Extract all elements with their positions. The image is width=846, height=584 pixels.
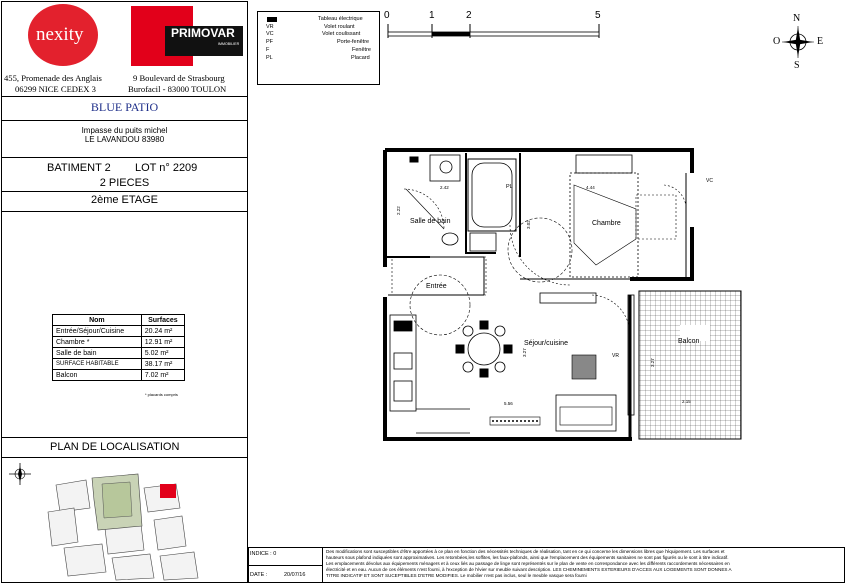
column-header: Nom [53, 315, 142, 326]
indice-label: INDICE : 0 [250, 551, 277, 557]
city: LE LAVANDOU 83980 [84, 135, 165, 144]
compass-e: E [817, 36, 824, 47]
nexity-address-line1: 455, Promenade des Anglais [4, 73, 102, 83]
room-label-bathroom: Salle de bain [410, 218, 451, 225]
rolling-shutter-label: VR [612, 353, 619, 359]
compass-o: O [773, 36, 781, 47]
compass-n: N [793, 13, 801, 24]
scale-tick-5: 5 [595, 10, 601, 21]
divider [1, 211, 248, 212]
floor: 2ème ETAGE [90, 194, 159, 206]
building: BATIMENT 2 [47, 162, 111, 174]
scale-tick-1: 1 [429, 10, 435, 21]
legend-code: F [266, 47, 270, 53]
disclaimer-line: Des modifications sont susceptibles d'être apportées à ce plan en fonction des nécessités techniques de réalisation, tant en ce qui concerne les dimensions libres que l'équipement. Les surfaces et [326, 549, 725, 554]
table-header-row [53, 315, 185, 326]
primovar-address-line1: 9 Boulevard de Strasbourg [133, 73, 225, 83]
divider [1, 457, 248, 458]
nexity-address-line2: 06299 NICE CEDEX 3 [15, 84, 96, 94]
date-label: DATE : [250, 572, 268, 578]
table-cell: 7.02 m² [141, 370, 184, 381]
table-row [53, 337, 185, 348]
dimension-label: 2.22 [396, 206, 401, 215]
dimension-label: 3.27 [522, 348, 527, 357]
room-label-living: Séjour/cuisine [524, 340, 568, 347]
table-row [53, 348, 185, 359]
primovar-address-line2: Burofacil - 83000 TOULON [128, 84, 227, 94]
primovar-logo-sub: IMMOBILIER [218, 42, 240, 46]
project-name: BLUE PATIO [90, 100, 159, 114]
street: Impasse du puits michel [81, 126, 168, 135]
column-header: Surfaces [141, 315, 184, 326]
table-cell: Entrée/Séjour/Cuisine [53, 326, 142, 337]
legend-code: PL [266, 55, 273, 61]
room-label-balcony: Balcon [678, 338, 700, 345]
room-label-bedroom: Chambre [592, 220, 621, 227]
divider [1, 191, 248, 192]
closet-label: PL [506, 184, 513, 190]
compass-s: S [794, 60, 800, 71]
table-cell: 5.02 m² [141, 348, 184, 359]
dimension-label: 3.02 [526, 220, 531, 229]
dimension-label: 4.44 [586, 185, 595, 190]
legend-label: Tableau électrique [318, 16, 363, 22]
nexity-logo-text: nexity [36, 24, 84, 45]
mini-compass-icon [9, 463, 31, 485]
dimension-label: 3.27 [650, 358, 655, 367]
table-row [53, 326, 185, 337]
legend-code: VR [266, 24, 274, 30]
compass-icon [780, 24, 816, 60]
dimension-label: 5.56 [504, 401, 513, 406]
table-cell: SURFACE HABITABLE [53, 359, 142, 370]
table-row [53, 359, 185, 370]
divider [1, 157, 248, 158]
legend-label: Porte-fenêtre [337, 39, 370, 45]
table-cell: 20.24 m² [141, 326, 184, 337]
table-cell: Salle de bain [53, 348, 142, 359]
legend-code: PF [266, 39, 274, 45]
disclaimer-line: hauteurs sous plafond indiquées sont approximatives. Les retombées,les soffites, les faux-plafonds, ainsi que l'emplacement des équipements sanitaires ne sont pas figurés ou le sont à titre indicatif. [326, 555, 729, 560]
legend-label: Volet coulissant [322, 31, 361, 37]
primovar-logo-text: PRIMOVAR [171, 26, 235, 40]
table-row [53, 370, 185, 381]
table-cell: 38.17 m² [141, 359, 184, 370]
divider [1, 96, 248, 97]
footer-divider [248, 565, 322, 566]
disclaimer-line: électricité et en eau. Aucun de ces éléments n'est fourni, à l'exception de l'évier sur meuble suivant description. LES CHEMINEMENTS EXTERIEURS D'ACCES AUX LOGEMENTS SONT DONNES A [326, 567, 732, 572]
footnote: * placards compris [145, 392, 178, 397]
electrical-panel-icon [267, 17, 277, 22]
scale-tick-0: 0 [384, 10, 390, 21]
divider [1, 437, 248, 438]
location-map [4, 460, 244, 582]
scale-bar [386, 22, 606, 42]
dimension-label: 2.42 [440, 185, 449, 190]
location-title: PLAN DE LOCALISATION [50, 441, 180, 453]
table-cell: 12.91 m² [141, 337, 184, 348]
room-count: 2 PIECES [99, 177, 150, 189]
floor-plan [380, 145, 746, 445]
divider [1, 120, 248, 121]
legend-label: Placard [351, 55, 370, 61]
disclaimer-line: Les emplacements dévolus aux équipements ménagers et à ceux liés au passage de linge sont représentés sur le plan de vente en correspondance avec les différents raccordements nécessaires en [326, 561, 730, 566]
table-cell: Chambre * [53, 337, 142, 348]
building-highlight [160, 484, 176, 498]
dimension-label: 2.15 [682, 399, 691, 404]
lot-number: LOT n° 2209 [135, 162, 198, 174]
sliding-shutter-label: VC [706, 178, 713, 184]
disclaimer-line: TITRE INDICATIF ET SONT SUCEPTIBLES D'ETRE MODIFIES. Le mobilier n'est pas inclus, seul le meuble vasque sera fourni [326, 573, 587, 578]
room-label-entry: Entrée [426, 283, 447, 290]
date-value: 20/07/16 [284, 572, 306, 578]
legend-label: Volet roulant [324, 24, 355, 30]
footer-divider [322, 547, 323, 583]
legend-code: VC [266, 31, 274, 37]
scale-tick-2: 2 [466, 10, 472, 21]
table-cell: Balcon [53, 370, 142, 381]
surfaces-table [52, 314, 185, 381]
legend-label: Fenêtre [352, 47, 371, 53]
